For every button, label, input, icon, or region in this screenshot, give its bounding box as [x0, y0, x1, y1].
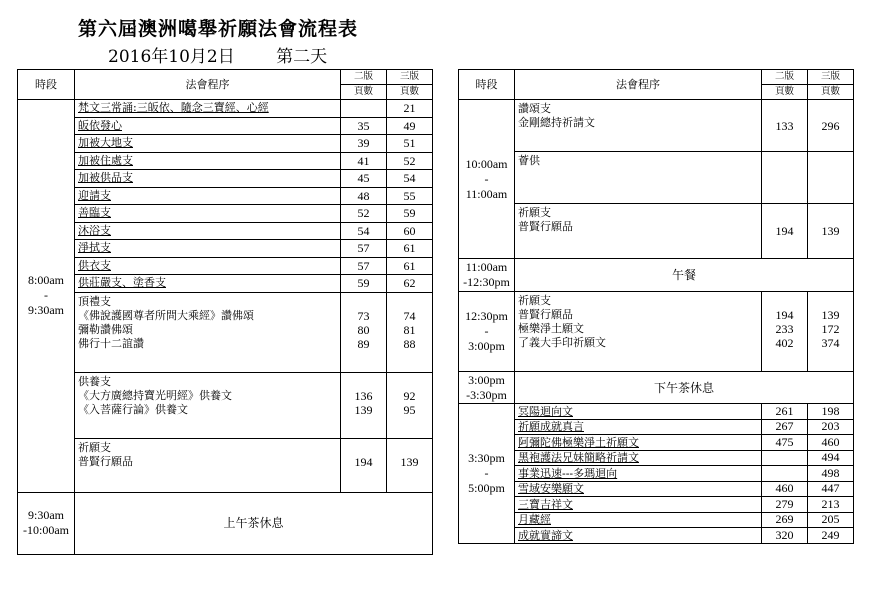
group-heading: 頂禮支 — [78, 294, 111, 308]
page-ed3: 21 — [387, 100, 433, 118]
program-item — [515, 481, 762, 497]
page-ed3: 59 — [387, 205, 433, 223]
page-ed3: 61 — [387, 257, 433, 275]
group-heading: 祈願支 — [518, 206, 551, 219]
time-line: 11:00am — [465, 260, 508, 274]
table-row — [459, 204, 854, 259]
table-row — [459, 152, 854, 204]
header-pages-ed3: 頁數 — [387, 85, 433, 100]
page-ed3 — [387, 292, 433, 372]
page-ed2: 279 — [762, 497, 808, 513]
program-group — [515, 152, 762, 204]
page-ed3: 198 — [808, 404, 854, 420]
page-number: 194 — [354, 454, 373, 469]
page-number: 402 — [775, 336, 794, 350]
table-row — [459, 450, 854, 466]
page-ed3: 498 — [808, 466, 854, 482]
program-group — [75, 372, 341, 438]
page-ed3: 213 — [808, 497, 854, 513]
page-ed2 — [341, 100, 387, 118]
page-ed3: 54 — [387, 170, 433, 188]
program-item — [515, 497, 762, 513]
table-row — [18, 292, 433, 372]
table-row — [459, 466, 854, 482]
table-row — [18, 187, 433, 205]
break-time — [18, 492, 75, 554]
header-ed3: 三版 — [387, 70, 433, 85]
table-row — [18, 257, 433, 275]
time-line: 3:00pm — [468, 372, 505, 387]
table-row — [459, 512, 854, 528]
table-row — [18, 438, 433, 492]
program-group — [515, 100, 762, 152]
page-ed3: 447 — [808, 481, 854, 497]
program-item-label: 加被住處支 — [78, 153, 133, 167]
page-ed2: 48 — [341, 187, 387, 205]
group-heading: 薈供 — [518, 154, 540, 167]
page-ed3: 62 — [387, 275, 433, 293]
page-ed3 — [387, 438, 433, 492]
program-item-label: 迎請支 — [78, 188, 111, 202]
program-item — [75, 275, 341, 293]
program-item-label: 普賢行願品 — [78, 454, 133, 468]
page-ed2 — [341, 292, 387, 372]
page-ed3: 51 — [387, 135, 433, 153]
page-number: 136 — [354, 388, 373, 403]
table-row — [459, 292, 854, 372]
header-ed2: 二版 — [762, 70, 808, 85]
program-item — [75, 240, 341, 258]
program-item — [75, 187, 341, 205]
page-number: 88 — [403, 336, 416, 351]
page-ed3: 61 — [387, 240, 433, 258]
page-ed2: 133 — [762, 100, 808, 152]
page-ed3 — [387, 372, 433, 438]
time-line: -12:30pm — [463, 275, 510, 289]
program-group — [515, 204, 762, 259]
time-line: 8:00am — [28, 273, 64, 288]
program-item-label: 雪域安樂願文 — [518, 482, 584, 496]
program-item-label: 事業迅速---多瑪迴向 — [518, 466, 618, 480]
program-item — [75, 100, 341, 118]
page-ed2: 57 — [341, 257, 387, 275]
program-item — [515, 512, 762, 528]
program-item-label: 《佛說護國尊者所問大乘經》讚佛頌 — [78, 308, 254, 322]
tea-time — [459, 372, 515, 404]
page-title: 第六屆澳洲噶舉祈願法會流程表 — [78, 18, 359, 40]
page-ed3: 494 — [808, 450, 854, 466]
time-line: -3:30pm — [466, 387, 507, 402]
page-number: 139 — [400, 454, 419, 469]
header-time: 時段 — [18, 70, 75, 100]
program-item-label: 沐浴支 — [78, 223, 111, 237]
lunch-label: 午餐 — [515, 259, 854, 292]
page-ed2: 39 — [341, 135, 387, 153]
page-ed2 — [762, 292, 808, 372]
program-item-label: 淨拭支 — [78, 241, 111, 255]
table-row — [459, 259, 854, 292]
page-ed2: 475 — [762, 435, 808, 451]
program-item-label: 彌勒讚佛頌 — [78, 322, 133, 336]
program-item-label: 善臨支 — [78, 206, 111, 220]
table-row — [18, 275, 433, 293]
session-time — [459, 100, 515, 259]
table-row — [18, 170, 433, 188]
program-item-label: 祈願成就真言 — [518, 420, 584, 434]
page-ed3: 139 — [808, 204, 854, 259]
lunch-time — [459, 259, 515, 292]
program-item-label: 《入菩薩行論》供養文 — [78, 402, 188, 416]
program-group — [515, 292, 762, 372]
program-item-label: 加被供品支 — [78, 171, 133, 185]
time-line: - — [44, 288, 48, 303]
page-number: 95 — [403, 402, 416, 417]
page-number: 194 — [775, 308, 794, 322]
program-item-label: 皈依發心 — [78, 118, 122, 132]
program-item-label: 供衣支 — [78, 258, 111, 272]
session-time — [459, 404, 515, 544]
program-item-label: 極樂淨土願文 — [518, 322, 584, 335]
page-number: 374 — [821, 336, 840, 350]
program-item-label: 阿彌陀佛極樂淨土祈願文 — [518, 435, 639, 449]
time-line: 3:30pm — [468, 450, 505, 465]
program-group — [75, 438, 341, 492]
page-number: 233 — [775, 322, 794, 336]
time-line: 9:30am — [28, 508, 64, 522]
group-heading: 祈願支 — [518, 294, 551, 307]
table-row — [459, 528, 854, 544]
program-item — [75, 257, 341, 275]
page-ed2 — [762, 466, 808, 482]
program-item-label: 月藏經 — [518, 513, 551, 527]
time-line: -10:00am — [23, 523, 69, 537]
page-ed3: 460 — [808, 435, 854, 451]
header-pages-ed3: 頁數 — [808, 85, 854, 100]
table-row — [459, 481, 854, 497]
table-row — [18, 100, 433, 118]
page-ed3: 60 — [387, 222, 433, 240]
schedule-day: 第二天 — [276, 47, 328, 67]
page-ed2: 269 — [762, 512, 808, 528]
program-item — [515, 404, 762, 420]
program-item-label: 供莊嚴支、塗香支 — [78, 276, 166, 290]
program-item — [515, 435, 762, 451]
page-ed3: 296 — [808, 100, 854, 152]
program-item — [515, 528, 762, 544]
program-item — [515, 466, 762, 482]
page-number: 73 — [357, 308, 370, 323]
program-item — [75, 205, 341, 223]
time-line: - — [484, 324, 489, 338]
page-ed2 — [762, 450, 808, 466]
table-row — [18, 117, 433, 135]
program-item-label: 《大方廣總持寶光明經》供養文 — [78, 388, 232, 402]
header-ed3: 三版 — [808, 70, 854, 85]
program-group — [75, 292, 341, 372]
page-ed2 — [762, 152, 808, 204]
break-label: 上午茶休息 — [75, 492, 433, 554]
program-item-label: 梵文三常誦:三皈依、隨念三寶經、心經 — [78, 101, 269, 115]
table-row — [459, 419, 854, 435]
header-program: 法會程序 — [515, 70, 762, 100]
table-row — [18, 205, 433, 223]
page-number: 139 — [354, 402, 373, 417]
right-schedule-table — [458, 69, 854, 544]
program-item — [75, 117, 341, 135]
page-ed2: 41 — [341, 152, 387, 170]
page-ed2: 261 — [762, 404, 808, 420]
program-item — [75, 170, 341, 188]
program-item-label: 了義大手印祈願文 — [518, 336, 606, 349]
header-program: 法會程序 — [75, 70, 341, 100]
page-ed2 — [341, 372, 387, 438]
program-item — [75, 135, 341, 153]
session-time — [18, 100, 75, 493]
page-number: 139 — [821, 308, 840, 322]
page-ed2: 460 — [762, 481, 808, 497]
time-line: - — [484, 465, 489, 480]
program-item-label: 加被大地支 — [78, 136, 133, 150]
program-item-label: 金剛總持祈請文 — [518, 116, 595, 129]
tea-label: 下午茶休息 — [515, 372, 854, 404]
page-ed3 — [808, 152, 854, 204]
schedule-date: 2016年10月2日 — [108, 47, 235, 67]
program-item — [515, 419, 762, 435]
table-row — [459, 435, 854, 451]
header-ed2: 二版 — [341, 70, 387, 85]
page-subtitle — [108, 42, 363, 67]
time-line: 11:00am — [465, 186, 508, 201]
session-time — [459, 292, 515, 372]
page-ed3: 55 — [387, 187, 433, 205]
table-row — [18, 492, 433, 554]
page-ed3: 203 — [808, 419, 854, 435]
time-line: 5:00pm — [468, 480, 505, 495]
program-item-label: 冥陽迴向文 — [518, 404, 573, 418]
page-number: 172 — [821, 322, 840, 336]
table-row — [18, 240, 433, 258]
time-line: 12:30pm — [465, 309, 508, 323]
program-item — [75, 222, 341, 240]
page-ed2: 194 — [762, 204, 808, 259]
page-ed3: 49 — [387, 117, 433, 135]
program-item-label: 佛行十二誼讚 — [78, 336, 144, 350]
page-ed2: 35 — [341, 117, 387, 135]
page-ed2: 45 — [341, 170, 387, 188]
time-line: 9:30am — [28, 303, 64, 318]
table-row — [18, 372, 433, 438]
program-item-label: 普賢行願品 — [518, 308, 573, 321]
page-ed3: 205 — [808, 512, 854, 528]
program-item-label: 普賢行願品 — [518, 220, 573, 233]
page-number: 80 — [357, 322, 370, 337]
table-row — [18, 135, 433, 153]
page-ed2: 54 — [341, 222, 387, 240]
program-item-label: 黑袍護法兄妹簡略祈請文 — [518, 451, 639, 465]
time-line: 3:00pm — [468, 339, 505, 353]
table-row — [459, 372, 854, 404]
program-item — [515, 450, 762, 466]
group-heading: 供養支 — [78, 374, 111, 388]
header-pages-ed2: 頁數 — [341, 85, 387, 100]
header-time: 時段 — [459, 70, 515, 100]
program-item-label: 三寶吉祥文 — [518, 497, 573, 511]
page-ed2: 320 — [762, 528, 808, 544]
program-item — [75, 152, 341, 170]
page-ed2 — [341, 438, 387, 492]
page-number: 92 — [403, 388, 416, 403]
table-row — [18, 222, 433, 240]
page-ed2: 52 — [341, 205, 387, 223]
page-ed2: 267 — [762, 419, 808, 435]
table-row — [459, 100, 854, 152]
page-ed3 — [808, 292, 854, 372]
page-number: 89 — [357, 336, 370, 351]
page-number: 81 — [403, 322, 416, 337]
header-pages-ed2: 頁數 — [762, 85, 808, 100]
page-ed3: 249 — [808, 528, 854, 544]
group-heading: 讚頌支 — [518, 102, 551, 115]
left-schedule-table — [17, 69, 433, 555]
page-ed3: 52 — [387, 152, 433, 170]
page-number: 74 — [403, 308, 416, 323]
page-ed2: 57 — [341, 240, 387, 258]
time-line: 10:00am — [465, 156, 508, 171]
table-row — [459, 497, 854, 513]
program-item-label: 成就實諦文 — [518, 528, 573, 542]
page-ed2: 59 — [341, 275, 387, 293]
group-heading: 祈願支 — [78, 440, 111, 454]
time-line: - — [484, 171, 489, 186]
table-row — [18, 152, 433, 170]
table-row — [459, 404, 854, 420]
